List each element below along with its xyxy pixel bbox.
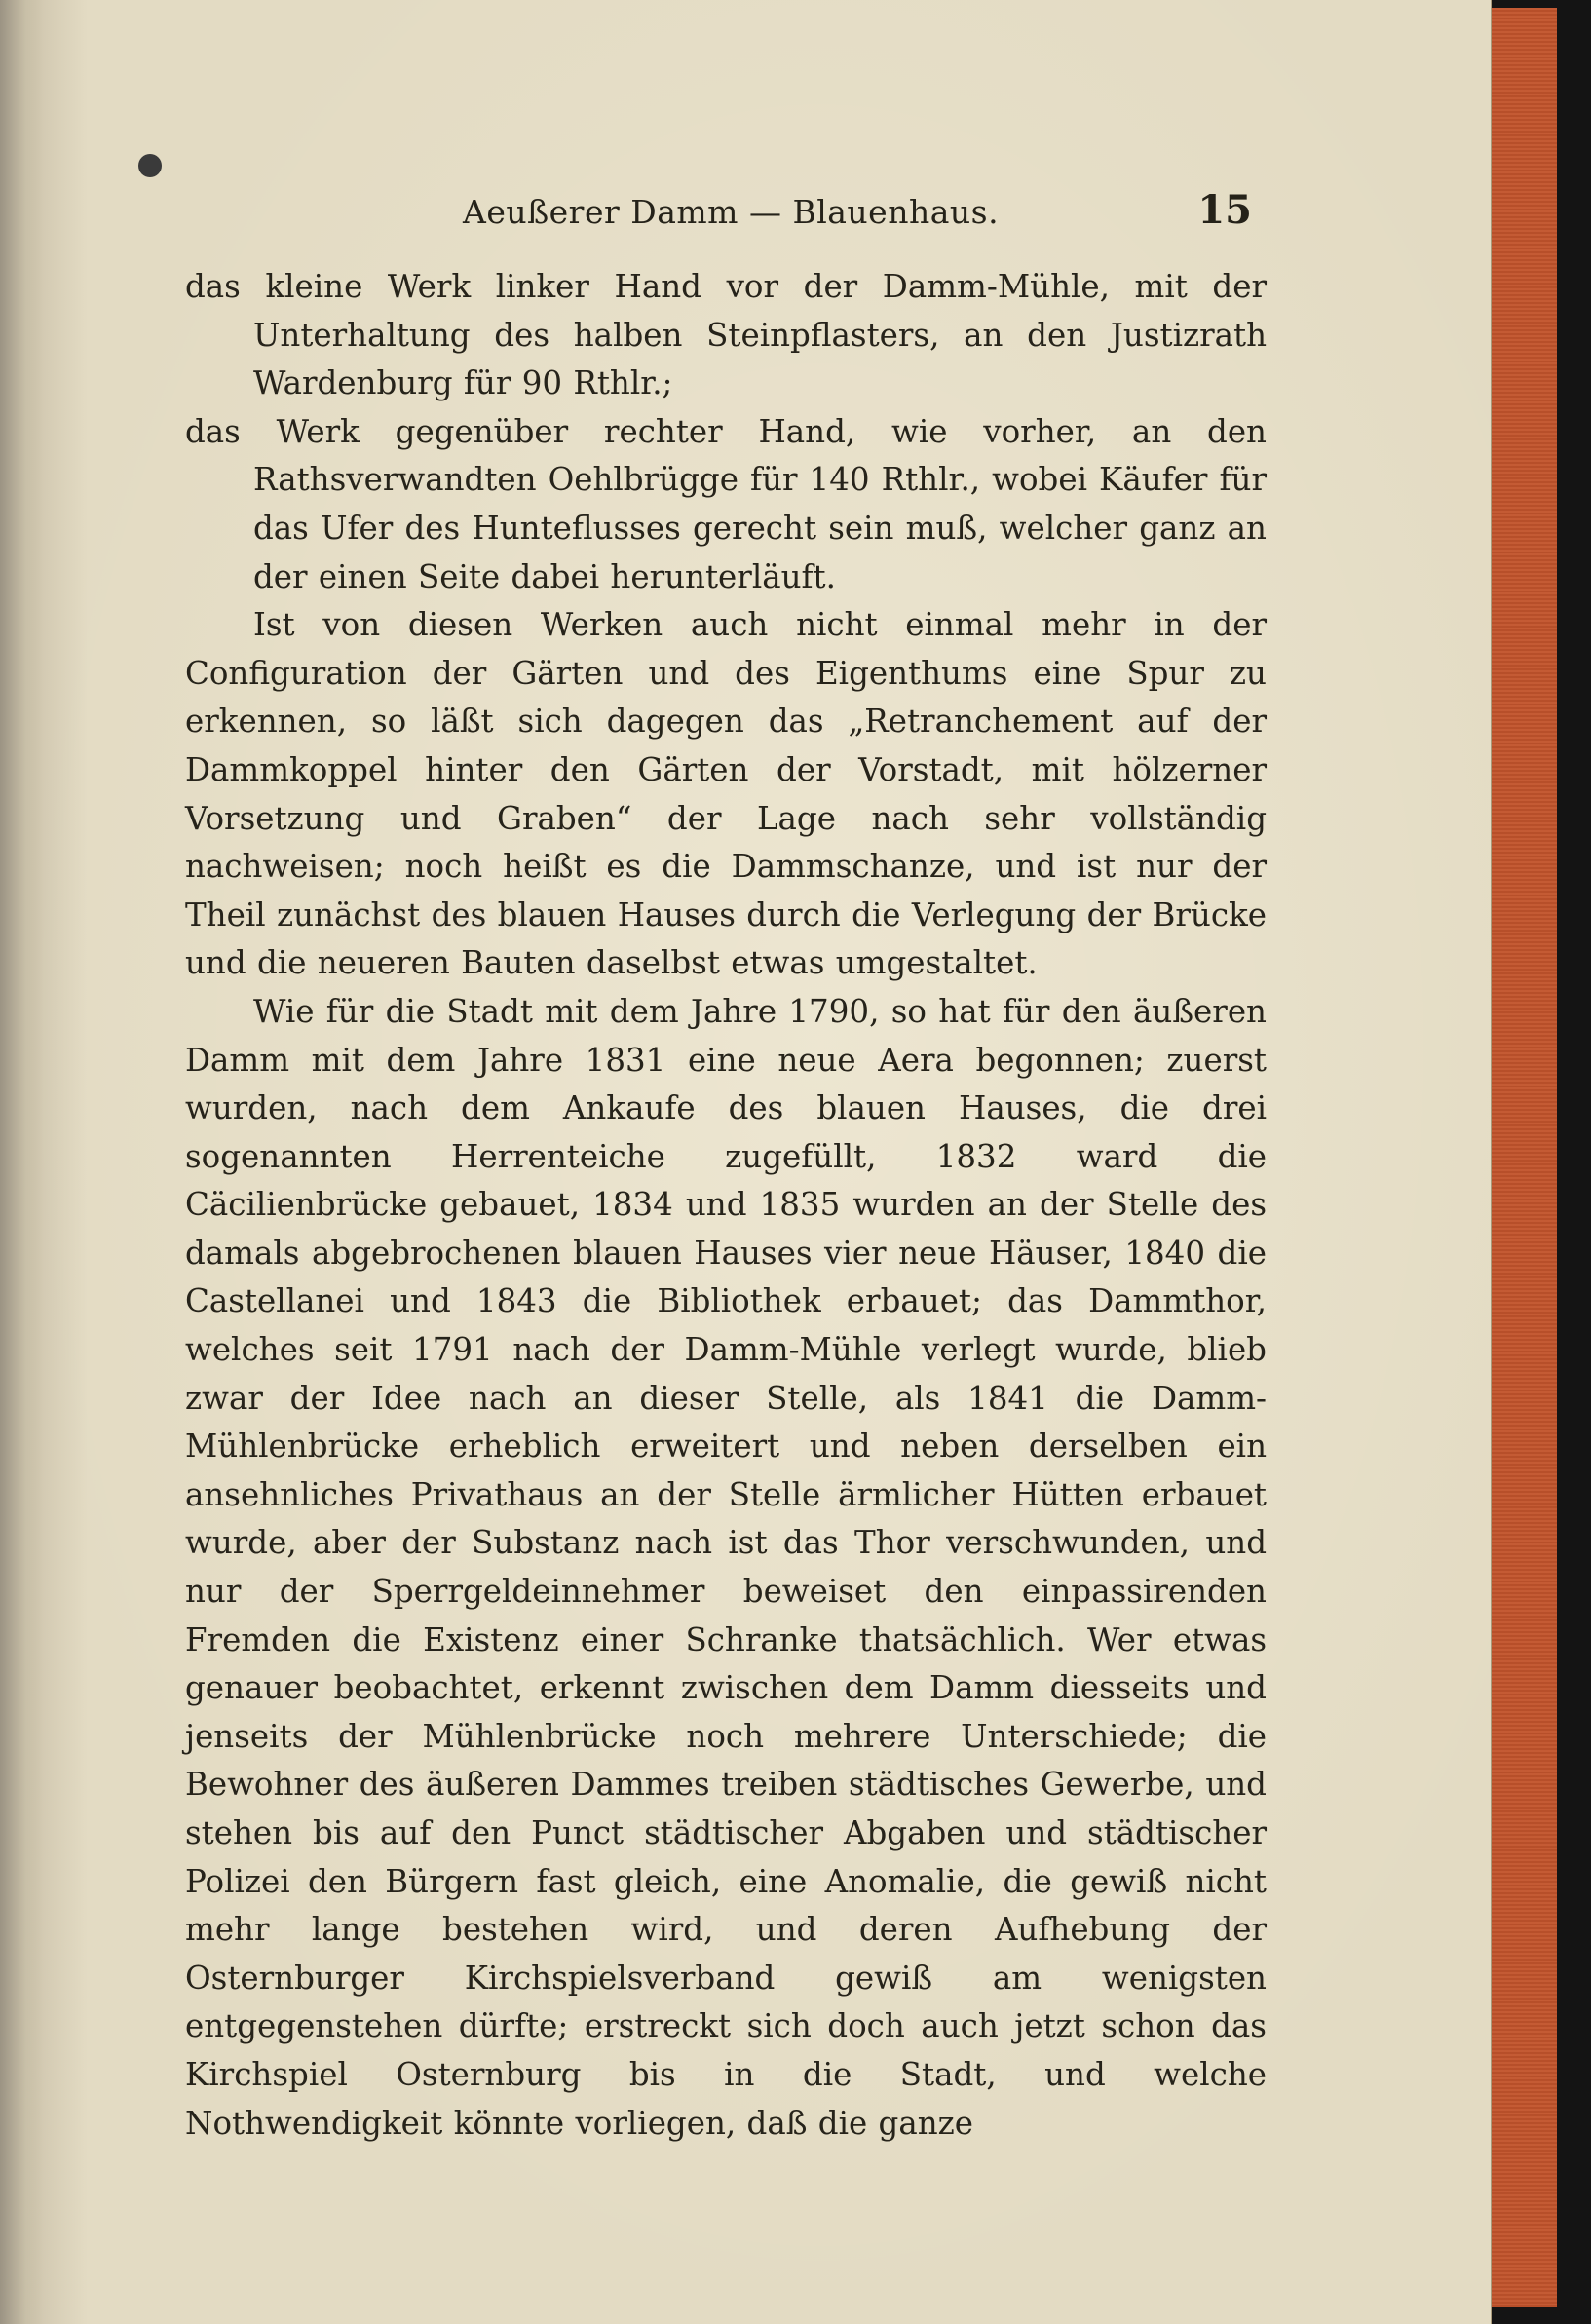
binding-hole-mark <box>138 154 162 177</box>
paragraph-retranchement: Ist von diesen Werken auch nicht einmal mehr in der Configuration der Gärten und des Eigenthums eine Spur zu erkennen, so läßt sich dagegen das „Retranchement auf der Dammkoppel hinter den Gärten der Vorstadt, mit hölzerner Vorsetzung und Graben“ der Lage nach sehr vollständig nachweisen; noch heißt es die Dammschanze, und ist nur der Theil zunächst des blauen Hauses durch die Verlegung der Brücke und die neueren Bauten daselbst etwas umgestaltet. <box>185 606 1267 982</box>
paragraph-new-era: Wie für die Stadt mit dem Jahre 1790, so hat für den äußeren Damm mit dem Jahre 1831 eine neue Aera begonnen; zuerst wurden, nach dem Ankaufe des blauen Hauses, die drei sogenannten Herrenteiche zugefüllt, 1832 ward die Cäcilienbrücke gebauet, 1834 und 1835 wurden an der Stelle des damals abgebrochenen blauen Hauses vier neue Häuser, 1840 die Castellanei und 1843 die Bibliothek erbauet; das Dammthor, welches seit 1791 nach der Damm-Mühle verlegt wurde, blieb zwar der Idee nach an dieser Stelle, als 1841 die Damm-Mühlenbrücke erheblich erweitert und neben derselben ein ansehnliches Privathaus an der Stelle ärmlicher Hütten erbauet wurde, aber der Substanz nach ist das Thor verschwunden, und nur der Sperrgeldeinnehmer beweiset den einpassirenden Fremden die Existenz einer Schranke thatsächlich. Wer etwas genauer beobachtet, erkennt zwischen dem Damm diesseits und jenseits der Mühlenbrücke noch mehrere Unterschiede; die Bewohner des äußeren Dammes treiben städtisches Gewerbe, und stehen bis auf den Punct städtischer Abgaben und städtischer Polizei den Bürgern fast gleich, eine Anomalie, die gewiß nicht mehr lange bestehen wird, und deren Aufhebung der Osternburger Kirchspielsverband gewiß am wenigsten entgegenstehen dürfte; erstreckt sich doch auch jetzt schon das Kirchspiel Osternburg bis in die Stadt, und welche Nothwendigkeit könnte vorliegen, daß die ganze <box>185 992 1267 2142</box>
body-text <box>185 263 1267 2148</box>
paragraph-opposite-work-entry: das Werk gegenüber rechter Hand, wie vorher, an den Rathsverwandten Oehlbrügge für 140 Rthlr., wobei Käufer für das Ufer des Hunteflusses gerecht sein muß, welcher ganz an der einen Seite dabei herunterläuft. <box>185 412 1267 595</box>
running-head <box>190 185 1252 244</box>
running-title: Aeußerer Damm — Blauenhaus. <box>463 193 1000 231</box>
page-number: 15 <box>1197 187 1252 233</box>
page-gutter-shadow <box>0 0 44 2324</box>
paragraph-small-work-entry: das kleine Werk linker Hand vor der Damm-Mühle, mit der Unterhaltung des halben Steinpflasters, an den Justizrath Wardenburg für 90 Rthlr.; <box>185 268 1267 402</box>
